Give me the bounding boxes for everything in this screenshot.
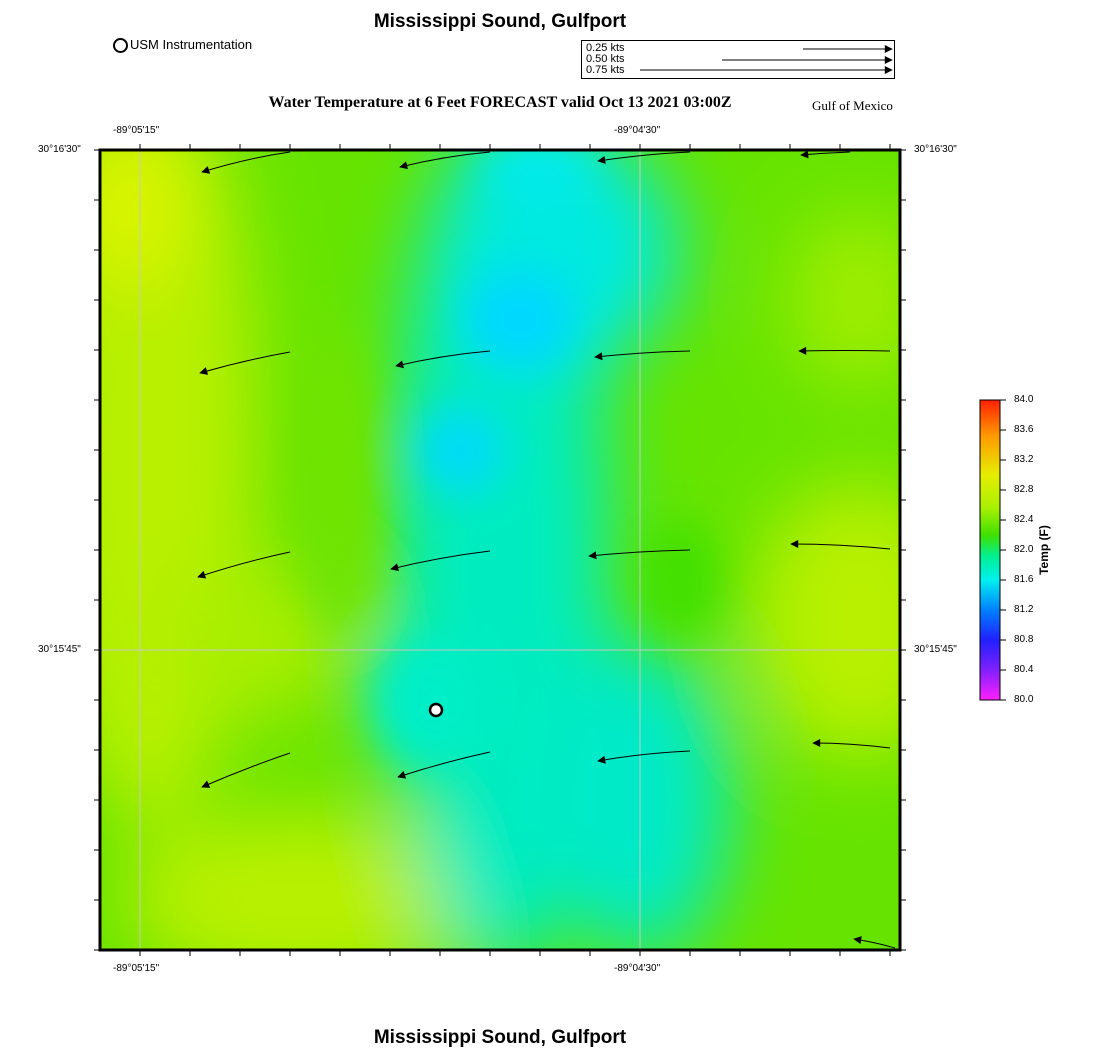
colorbar-tick-label: 80.0 — [1014, 694, 1034, 705]
colorbar-tick-label: 81.2 — [1014, 604, 1034, 615]
colorbar-tick-label: 83.2 — [1014, 454, 1034, 465]
colorbar-tick-label: 83.6 — [1014, 424, 1034, 435]
current-vector-arrow — [799, 351, 890, 352]
temperature-field — [40, 70, 970, 990]
colorbar-ticks — [1000, 400, 1006, 700]
lon-label-bottom-2: -89°04'30" — [614, 963, 661, 974]
colorbar-tick-label: 80.8 — [1014, 634, 1034, 645]
colorbar-tick-label: 82.4 — [1014, 514, 1034, 525]
lon-label-top-1: -89°05'15" — [113, 125, 160, 136]
colorbar-tick-label: 84.0 — [1014, 394, 1034, 405]
lat-label-left-2: 30°15'45" — [38, 644, 81, 655]
colorbar-tick-label: 81.6 — [1014, 574, 1034, 585]
lat-label-left-1: 30°16'30" — [38, 144, 81, 155]
speed-scale-arrows — [640, 49, 892, 70]
colorbar-tick-label: 82.8 — [1014, 484, 1034, 495]
colorbar-tick-label: 82.0 — [1014, 544, 1034, 555]
speed-label-3: 0.75 kts — [586, 64, 625, 76]
lat-label-right-1: 30°16'30" — [914, 144, 957, 155]
speed-label-1: 0.25 kts — [586, 42, 625, 54]
usm-station-marker[interactable] — [430, 704, 442, 716]
region-label: Gulf of Mexico — [812, 98, 893, 113]
speed-label-2: 0.50 kts — [586, 53, 625, 65]
colorbar-tick-label: 80.4 — [1014, 664, 1034, 675]
map-title: Mississippi Sound, Gulfport — [373, 11, 627, 32]
marker-legend-label: USM Instrumentation — [130, 37, 253, 52]
colorbar — [980, 400, 1000, 700]
lon-label-bottom-1: -89°05'15" — [113, 963, 160, 974]
footer-title: Mississippi Sound, Gulfport — [373, 1027, 627, 1048]
colorbar-title: Temp (F) — [1037, 525, 1051, 575]
lon-label-top-2: -89°04'30" — [614, 125, 661, 136]
lat-label-right-2: 30°15'45" — [914, 644, 957, 655]
map-subtitle: Water Temperature at 6 Feet FORECAST valid Oct 13 2021 03:00Z — [268, 94, 732, 111]
